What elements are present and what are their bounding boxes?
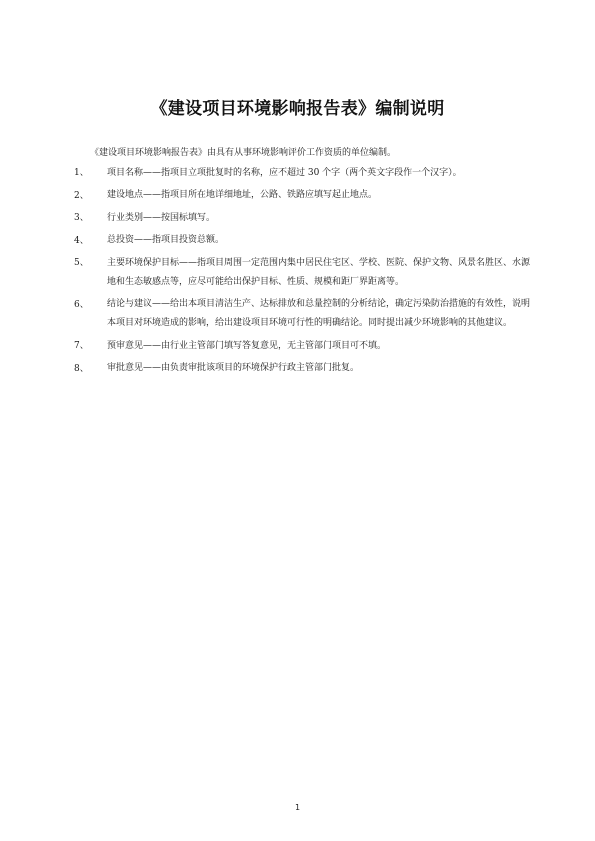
item-number: 3、	[74, 213, 89, 223]
page-number: 1	[294, 803, 301, 812]
list-item	[74, 166, 536, 183]
item-number: 5、	[74, 258, 89, 268]
item-text: 主要环境保护目标——指项目周围一定范围内集中居民住宅区、学校、医院、保护文物、风景名胜区、水源地和生态敏感点等，应尽可能给出保护目标、性质、规模和距厂界距离等。	[107, 257, 531, 287]
item-number: 1、	[74, 168, 89, 178]
item-number: 4、	[74, 235, 89, 246]
list-item	[74, 298, 536, 334]
item-number: 8、	[74, 363, 89, 374]
list-item	[74, 256, 536, 292]
item-text: 结论与建议——给出本项目清洁生产、达标排放和总量控制的分析结论，确定污染防治措施的有效性，说明本项目对环境造成的影响，给出建设项目环境可行性的明确结论。同时提出减少环境影响的其他建议。	[107, 299, 531, 328]
list-item	[74, 362, 536, 379]
page-title: 《建设项目环境影响报告表》编制说明	[150, 99, 445, 119]
item-number: 6、	[74, 299, 89, 310]
list-item	[74, 339, 536, 356]
instruction-list	[74, 166, 536, 384]
list-item	[74, 211, 536, 228]
item-text: 总投资——指项目投资总额。	[107, 235, 225, 245]
list-item	[74, 234, 536, 251]
item-text: 项目名称——指项目立项批复时的名称，应不超过 30 个字（两个英文字段作一个汉字）。	[107, 167, 462, 178]
item-text: 预审意见——由行业主管部门填写答复意见，无主管部门项目可不填。	[107, 340, 387, 351]
item-number: 7、	[74, 341, 89, 351]
item-text: 行业类别——按国标填写。	[107, 212, 216, 223]
item-number: 2、	[74, 190, 89, 201]
intro-paragraph: 《建设项目环境影响报告表》由具有从事环境影响评价工作资质的单位编制。	[90, 148, 397, 158]
list-item	[74, 189, 536, 206]
item-text: 建设地点——指项目所在地详细地址，公路、铁路应填写起止地点。	[107, 190, 378, 200]
item-text: 审批意见——由负责审批该项目的环境保护行政主管部门批复。	[107, 363, 360, 373]
